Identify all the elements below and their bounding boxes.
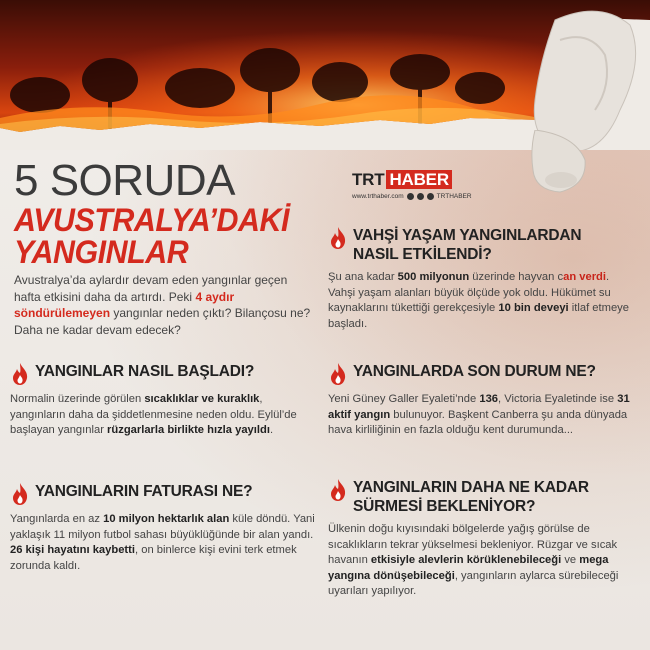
section-title: YANGINLAR NASIL BAŞLADI?: [35, 363, 255, 380]
flame-icon: [10, 362, 30, 386]
body-text: .: [269, 424, 274, 436]
emphasis-text: rüzgarlarla birlikte hızla yayıldı: [107, 424, 270, 436]
emphasis-text: mega yangına dönüşebileceği: [328, 554, 609, 582]
section-title: YANGINLARDA SON DURUM NE?: [353, 363, 596, 380]
brand-trt: TRT: [352, 170, 385, 189]
section-wildlife: [328, 226, 638, 332]
title-line-2: AVUSTRALYA’DAKİ: [14, 202, 289, 238]
brand-handle: TRTHABER: [436, 193, 472, 200]
body-text: , yangınların aylarca sürebileceği uyarıları yapılıyor.: [328, 569, 619, 597]
section-body: [328, 392, 638, 439]
body-text: küle döndü. Yani yaklaşık 11 milyon futbol sahası büyüklüğünde bir alan yandı.: [10, 513, 315, 541]
section-current-status: [328, 362, 638, 439]
brand-social-line: [352, 193, 502, 200]
emphasis-text: 500 milyonun: [397, 271, 470, 283]
title-line-3: YANGINLAR: [14, 234, 189, 270]
flame-icon: [10, 482, 30, 506]
section-body: [328, 270, 638, 332]
section-body: [10, 512, 315, 574]
body-text: ve: [561, 554, 580, 566]
body-text: Ülkenin doğu kıyısındaki bölgelerde yağış görülse de sıcaklıkların tekrar yükselmesi bekleniyor. Rüzgar ve sıcak havanın: [328, 523, 618, 566]
section-title: YANGINLARIN DAHA NE KADAR SÜRMESİ BEKLENİYOR?: [353, 479, 589, 515]
emphasis-text: etkisiyle alevlerin körüklenebileceği: [370, 554, 562, 566]
body-text: itlaf etmeye başladı.: [328, 302, 629, 330]
body-text: . Vahşi yaşam alanları büyük ölçüde yok oldu. Hükümet su kaynaklarını tükettiği gerekçesiyle: [328, 271, 611, 314]
section-duration: [328, 478, 638, 600]
body-text: , Victoria Eyaletinde ise: [498, 393, 618, 405]
brand-haber: HABER: [386, 170, 451, 189]
flame-icon: [328, 362, 348, 386]
emphasis-text: 10 bin deveyi: [498, 302, 569, 314]
intro-paragraph: [14, 272, 314, 338]
facebook-icon: [407, 193, 414, 200]
emphasis-text: 26 kişi hayatını kaybetti: [10, 544, 135, 556]
section-cost: [10, 482, 315, 574]
section-title: YANGINLARIN FATURASI NE?: [35, 483, 253, 500]
section-body: [10, 392, 315, 439]
body-text: Şu ana kadar: [328, 271, 398, 283]
body-text: Yangınlarda en az: [10, 513, 104, 525]
section-title: VAHŞİ YAŞAM YANGINLARDAN NASIL ETKİLENDİ?: [353, 227, 582, 263]
highlight-text: an verdi: [563, 271, 606, 283]
body-text: üzerinde hayvan c: [469, 271, 564, 283]
intro-part-2: yangınlar neden çıktı? Bilançosu ne? Daha ne kadar devam edecek?: [14, 306, 311, 337]
brand-block: [352, 170, 502, 200]
emphasis-text: 136: [479, 393, 499, 405]
section-body: [328, 522, 638, 600]
paper-curl-graphic: [515, 130, 605, 200]
instagram-icon: [417, 193, 424, 200]
emphasis-text: sıcaklıklar ve kuraklık: [144, 393, 260, 405]
flame-icon: [328, 226, 348, 250]
section-how-started: [10, 362, 315, 439]
brand-website: www.trthaber.com: [352, 193, 404, 200]
emphasis-text: 10 milyon hektarlık alan: [103, 513, 230, 525]
fire-banner-image: [0, 0, 650, 150]
body-text: bulunuyor. Başkent Canberra şu anda dünyada hava kirliliğinin en fazla olduğu kent durumunda...: [328, 408, 628, 436]
twitter-icon: [427, 193, 434, 200]
flame-icon: [328, 478, 348, 502]
title-line-1: 5 SORUDA: [14, 156, 235, 205]
intro-highlight: 4 aydır söndürülemeyen: [14, 289, 235, 320]
trt-haber-logo: [352, 170, 502, 190]
intro-part-1: Avustralya’da aylardır devam eden yangınlar geçen hafta etkisini daha da artırdı. Peki: [14, 273, 288, 304]
emphasis-text: 31 aktif yangın: [328, 393, 630, 421]
body-text: , on binlerce kişi evini terk etmek zorunda kaldı.: [10, 544, 297, 572]
body-text: Normalin üzerinde görülen: [10, 393, 145, 405]
body-text: Yeni Güney Galler Eyaleti’nde: [328, 393, 480, 405]
body-text: , yangınların daha da şiddetlenmesine neden oldu. Eylül’de başlayan yangınlar: [10, 393, 297, 436]
